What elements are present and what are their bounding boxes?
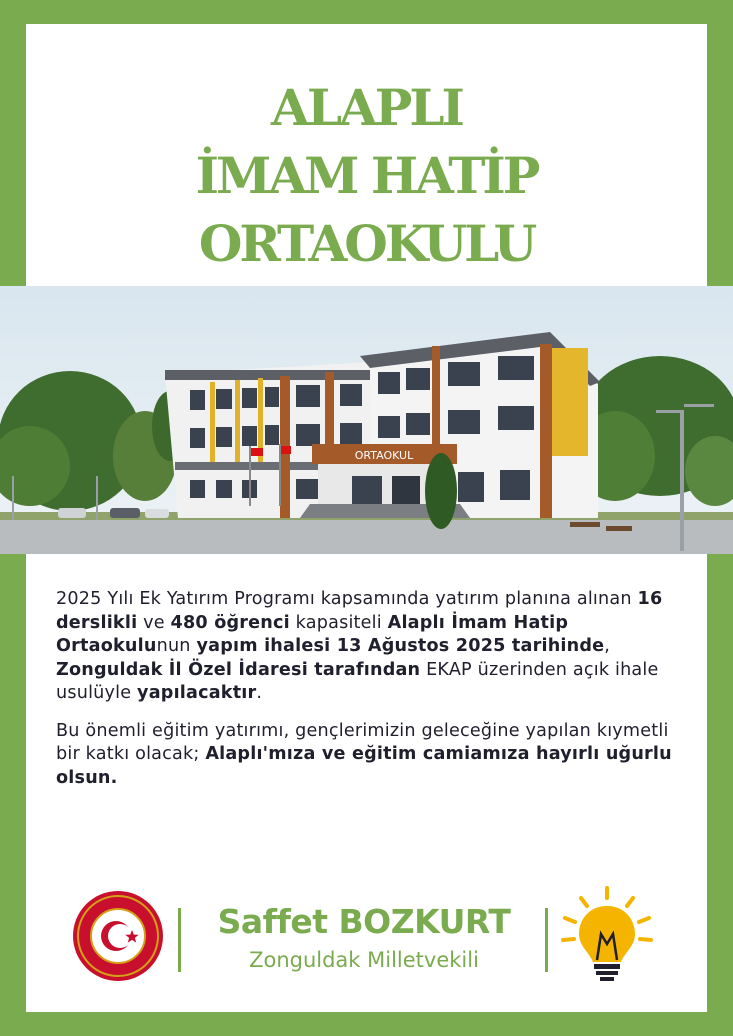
tbmm-seal-icon <box>72 890 164 982</box>
title-line-1: ALAPLI <box>271 78 462 137</box>
mp-role: Zonguldak Milletvekili <box>249 948 479 972</box>
title-line-2: İMAM HATİP <box>195 146 538 205</box>
paragraph-1: 2025 Yılı Ek Yatırım Programı kapsamında yatırım planına alınan 16 derslikli ve 480 öğrenci kapasiteli Alaplı İmam Hatip Ortaokulunun yapım ihalesi 13 Ağustos 2025 tarihinde, Zonguldak İl Özel İdaresi tarafından EKAP üzerinden açık ihale usulüyle yapılacaktır. <box>56 589 663 703</box>
divider-right <box>545 908 548 972</box>
paragraph-2: Bu önemli eğitim yatırımı, gençlerimizin geleceğine yapılan kıymetli bir katkı olacak; Alaplı'mıza ve eğitim camiamıza hayırlı uğurlu olsun. <box>56 720 672 788</box>
building-sign: ORTAOKUL <box>354 449 414 462</box>
title-panel <box>26 24 707 286</box>
content-panel <box>26 554 707 1012</box>
announcement-text <box>56 588 686 804</box>
divider-left <box>178 908 181 972</box>
title-line-3: ORTAOKULU <box>198 214 535 273</box>
school-building-image <box>0 286 733 554</box>
signature-footer <box>26 872 707 992</box>
mp-name: Saffet BOZKURT <box>217 902 511 941</box>
page-title <box>26 74 707 278</box>
ak-party-bulb-icon <box>557 884 657 984</box>
